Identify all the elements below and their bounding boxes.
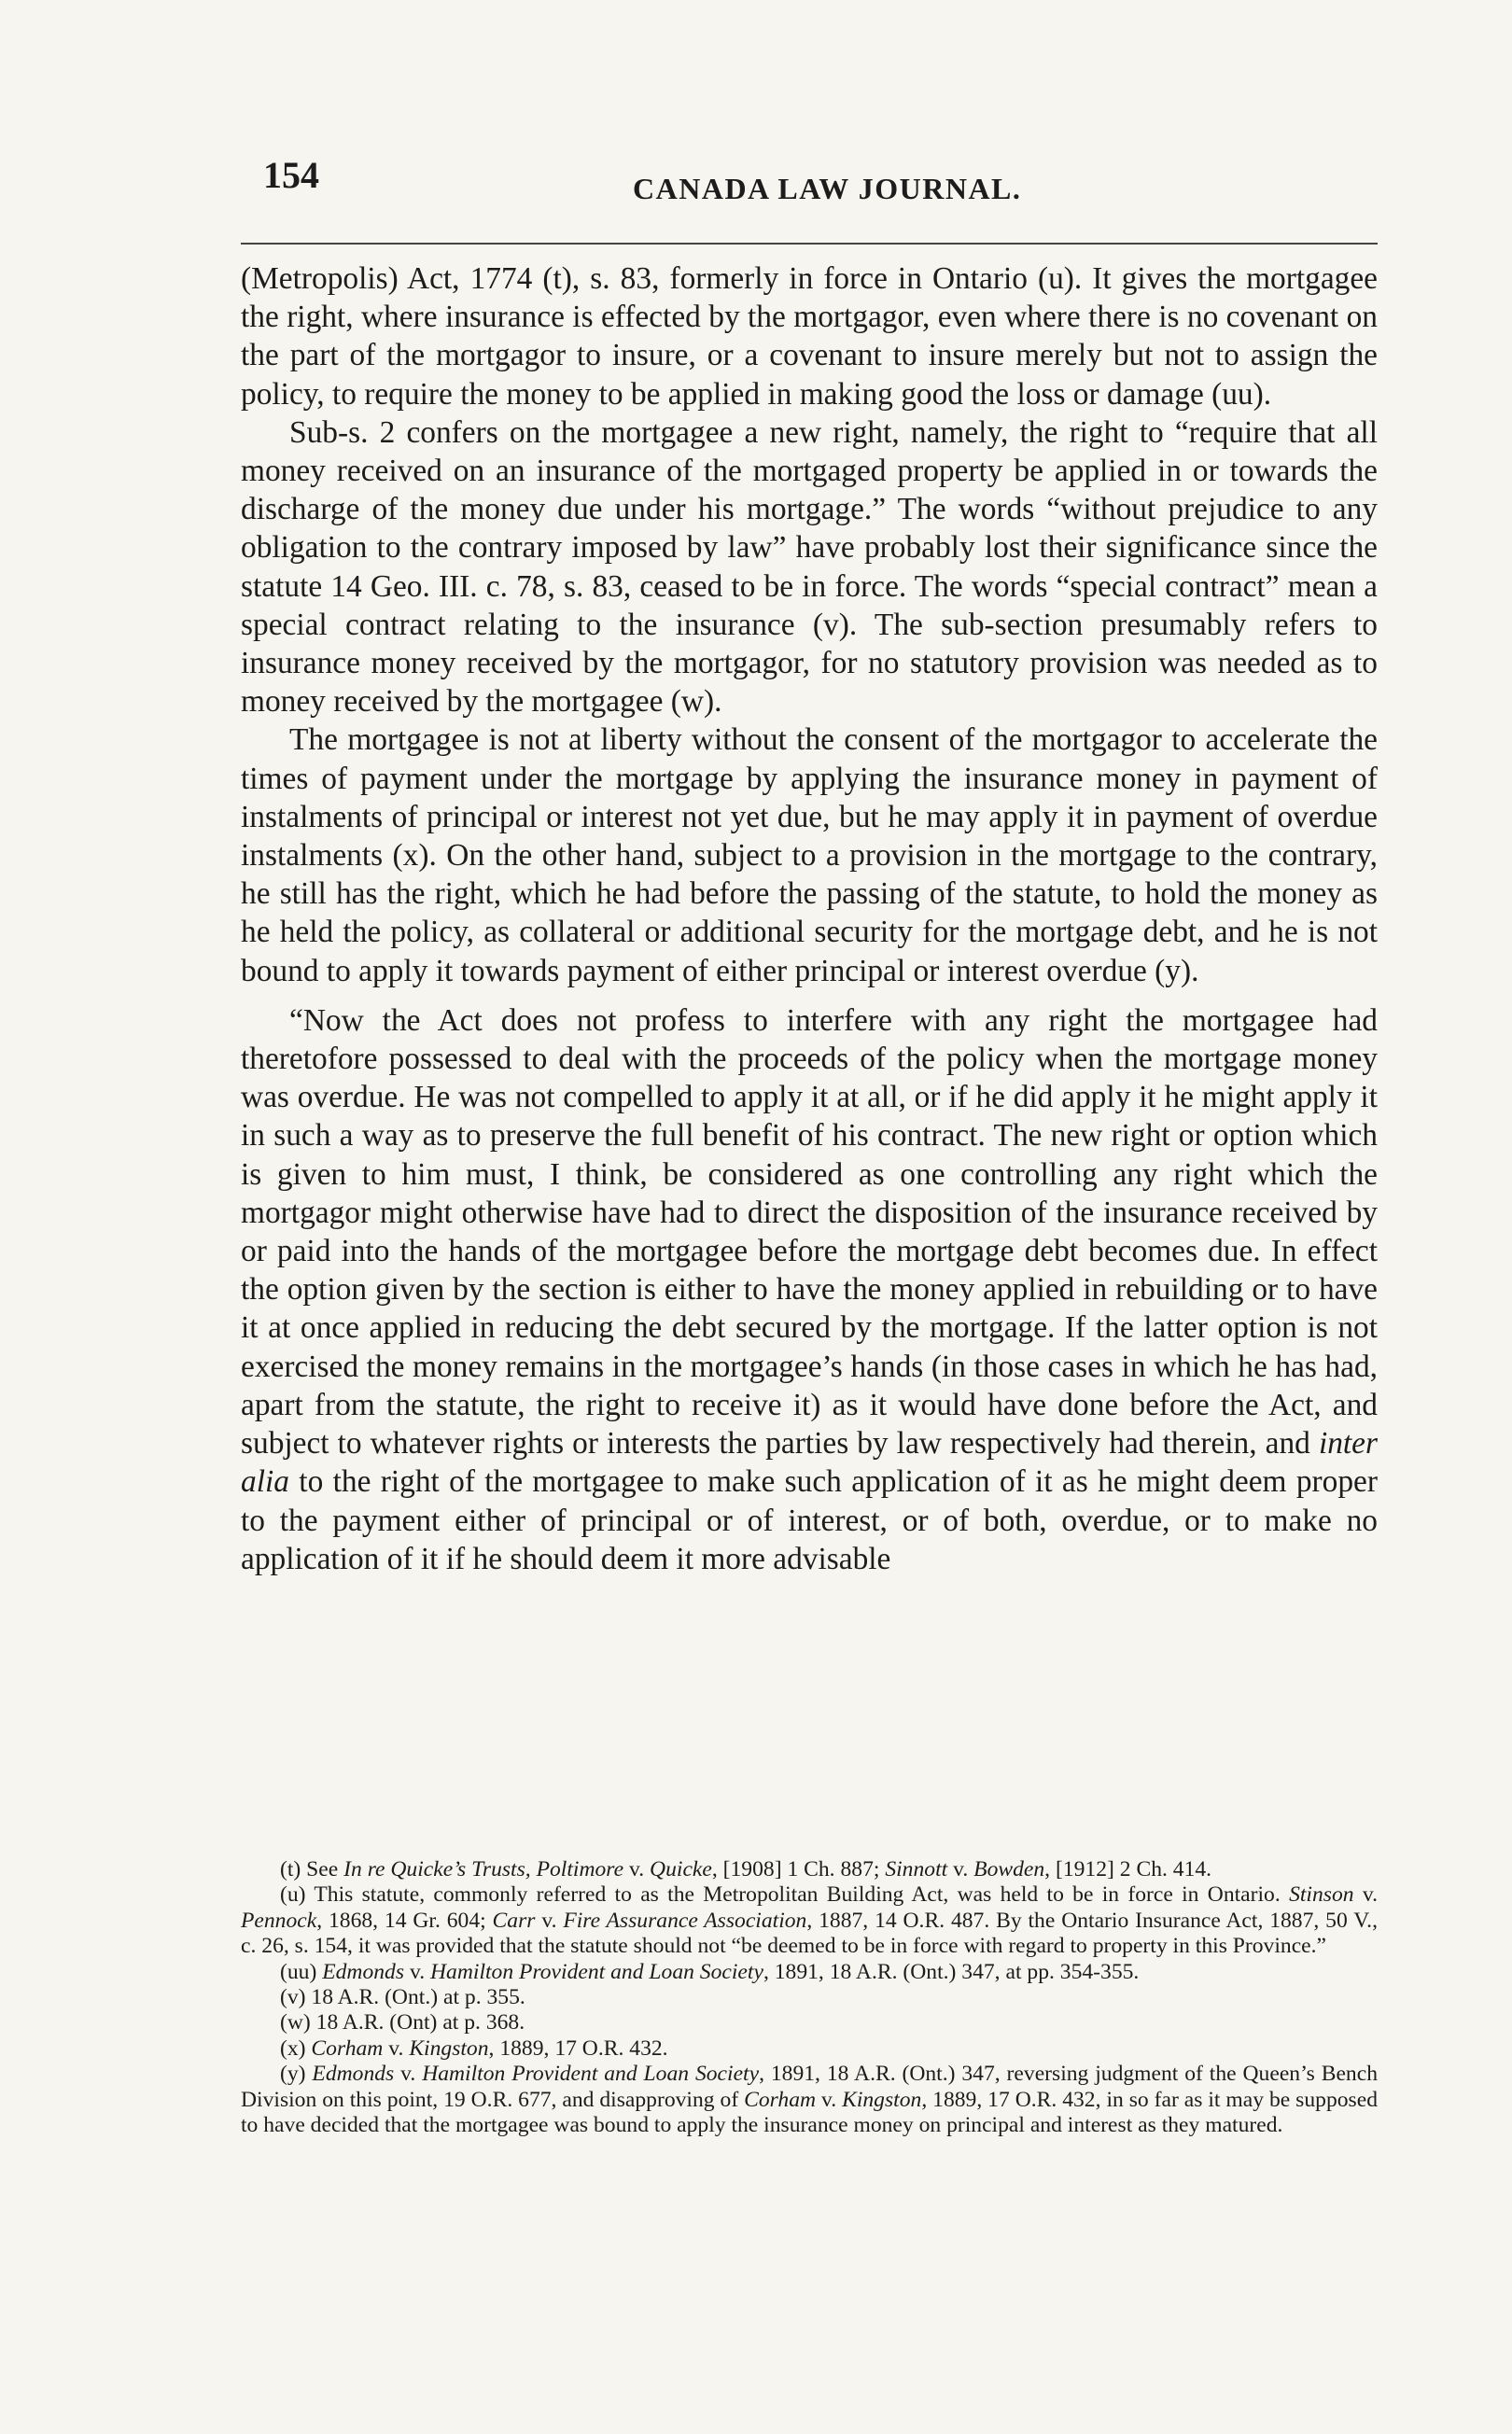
footnote-u-case: Stinson	[1289, 1882, 1354, 1908]
footnote-y-case: Hamilton Provident and Loan Society	[422, 2062, 760, 2087]
footnote-t-text: , [1908] 1 Ch. 887;	[711, 1857, 886, 1881]
paragraph-4-part-a: “Now the Act does not profess to interfere with any right the mortgagee had theretofore possessed to deal with the proceeds of the policy when the mortgage money was overdue. He was not compelled to apply it at all, or if he did apply it he might apply it in such a way as to preserve the full benefit of his contract. The new right or option which is given to him must, I think, be considered as one controlling any right which the mortgagor might otherwise have had to direct the disposition of the insurance received by or paid into the hands of the mortgagee before the mortgage debt becomes due. In effect the option given by the section is either to have the money applied in rebuilding or to have it at once applied in reducing the debt secured by the mortgage. If the latter option is not exercised the money remains in the mortgagee’s hands (in those cases in which he has had, apart from the statute, the right to receive it) as it would have done before the Act, and subject to whatever rights or interests the parties by law respectively had therein, and	[241, 1002, 1378, 1462]
footnote-u-case: Carr	[492, 1908, 536, 1933]
footnote-u	[241, 1882, 1378, 1959]
footnote-y-text: v.	[394, 2062, 423, 2087]
footnote-t	[241, 1857, 1378, 1882]
footnote-v: (v) 18 A.R. (Ont.) at p. 355.	[280, 1985, 525, 2010]
footnote-t-text: (t) See	[280, 1857, 344, 1881]
footnote-y-text: (y)	[280, 2062, 313, 2087]
footnote-y-case: Edmonds	[312, 2062, 395, 2087]
footnote-t-case: Quicke	[650, 1857, 712, 1881]
paragraph-2: Sub-s. 2 confers on the mortgagee a new right, namely, the right to “require that all money received on an insurance of the mortgaged property be applied in or towards the discharge of the money due under his mortgage.” The words “without prejudice to any obligation to the contrary imposed by law” have probably lost their significance since the statute 14 Geo. III. c. 78, s. 83, ceased to be in force. The words “special contract” mean a special contract relating to the insurance (v). The sub-section presumably refers to insurance money received by the mortgagor, for no statutory provision was needed as to money received by the mortgagee (w).	[241, 414, 1378, 720]
footnote-uu-text: , 1891, 18 A.R. (Ont.) 347, at pp. 354-355.	[763, 1959, 1140, 1984]
footnote-u-text: , 1868, 14 Gr. 604;	[316, 1908, 493, 1933]
footnote-y-case: Corham	[744, 2087, 817, 2112]
footnote-y-text: , 1889, 17 O.R. 432, in so far as it may be supposed to have decided that the mortgagee was bound to apply the insurance money on principal and interest as they matured.	[241, 2087, 1379, 2138]
footnote-y-text: , 1891, 18 A.R. (Ont.) 347, reversing judgment of the Queen’s Bench Division on this point, 19 O.R. 677, and disapproving of	[241, 2062, 1378, 2112]
footnote-w: (w) 18 A.R. (Ont) at p. 368.	[280, 2010, 525, 2035]
page-header	[241, 140, 1378, 205]
footnote-t-case: Sinnott	[885, 1857, 948, 1881]
footnote-x-text: v.	[383, 2035, 410, 2061]
page-number: 154	[263, 154, 319, 196]
footnote-x	[241, 2036, 1378, 2062]
footnote-t-text: v.	[623, 1857, 651, 1881]
footnote-uu-case: Edmonds	[322, 1959, 405, 1984]
paragraph-4-part-b: to the right of the mortgagee to make such application of it as he might deem proper to the payment either of principal or of interest, or of both, overdue, or to make no application of it if he should deem it more advisable	[241, 1464, 1378, 1576]
footnote-uu-text: (uu)	[280, 1959, 323, 1984]
footnote-u-case: Fire Assurance Association	[563, 1908, 807, 1933]
header-rule	[241, 243, 1378, 245]
footnote-x-case: Kingston	[409, 2035, 489, 2061]
footnote-y-text: v.	[816, 2087, 843, 2112]
paragraph-1: (Metropolis) Act, 1774 (t), s. 83, formerly in force in Ontario (u). It gives the mortgagee the right, where insurance is effected by the mortgagor, even where there is no covenant on the part of the mortgagor to insure, or a covenant to insure merely but not to assign the policy, to require the money to be applied in making good the loss or damage (uu).	[241, 261, 1378, 412]
footnote-t-case: Bowden	[973, 1857, 1045, 1881]
footnote-x-text: (x)	[280, 2035, 312, 2061]
paragraph-4	[241, 1001, 1378, 1578]
footnote-uu-text: v.	[404, 1959, 431, 1984]
footnote-t-text: v.	[947, 1857, 974, 1881]
body-text	[241, 259, 1378, 1578]
footnote-t-case: In re Quicke’s Trusts, Poltimore	[343, 1857, 624, 1881]
footnote-x-text: , 1889, 17 O.R. 432.	[488, 2035, 668, 2061]
footnote-u-text: v.	[1353, 1882, 1379, 1908]
paragraph-4-italic: inter alia	[241, 1426, 1379, 1500]
footnote-t-text: , [1912] 2 Ch. 414.	[1044, 1857, 1212, 1881]
footnote-uu-case: Hamilton Provident and Loan Society	[430, 1959, 763, 1984]
paragraph-3: The mortgagee is not at liberty without the consent of the mortgagor to accelerate the times of payment under the mortgage by applying the insurance money in payment of instalments of principal or interest not yet due, but he may apply it in payment of overdue instalments (x). On the other hand, subject to a provision in the mortgage to the contrary, he still has the right, which he had before the passing of the statute, to hold the money as he held the policy, as collateral or additional security for the mortgage debt, and he is not bound to apply it towards payment of either principal or interest overdue (y).	[241, 722, 1378, 988]
footnote-uu	[241, 1960, 1378, 1985]
footnote-u-text: v.	[535, 1908, 564, 1933]
document-page	[241, 140, 1379, 2138]
footnote-u-text: , 1887, 14 O.R. 487. By the Ontario Insurance Act, 1887, 50 V., c. 26, s. 154, it was provided that the statute should not “be deemed to be in force with regard to property in this Province.”	[241, 1908, 1378, 1959]
footnote-y-case: Kingston	[842, 2087, 922, 2112]
footnote-u-text: (u) This statute, commonly referred to as the Metropolitan Building Act, was held to be in force in Ontario.	[280, 1882, 1290, 1908]
footnote-x-case: Corham	[311, 2035, 384, 2061]
running-head: CANADA LAW JOURNAL.	[633, 172, 1022, 205]
footnotes	[241, 1857, 1378, 2138]
footnote-y	[241, 2062, 1378, 2138]
footnote-u-case: Pennock	[241, 1908, 317, 1933]
